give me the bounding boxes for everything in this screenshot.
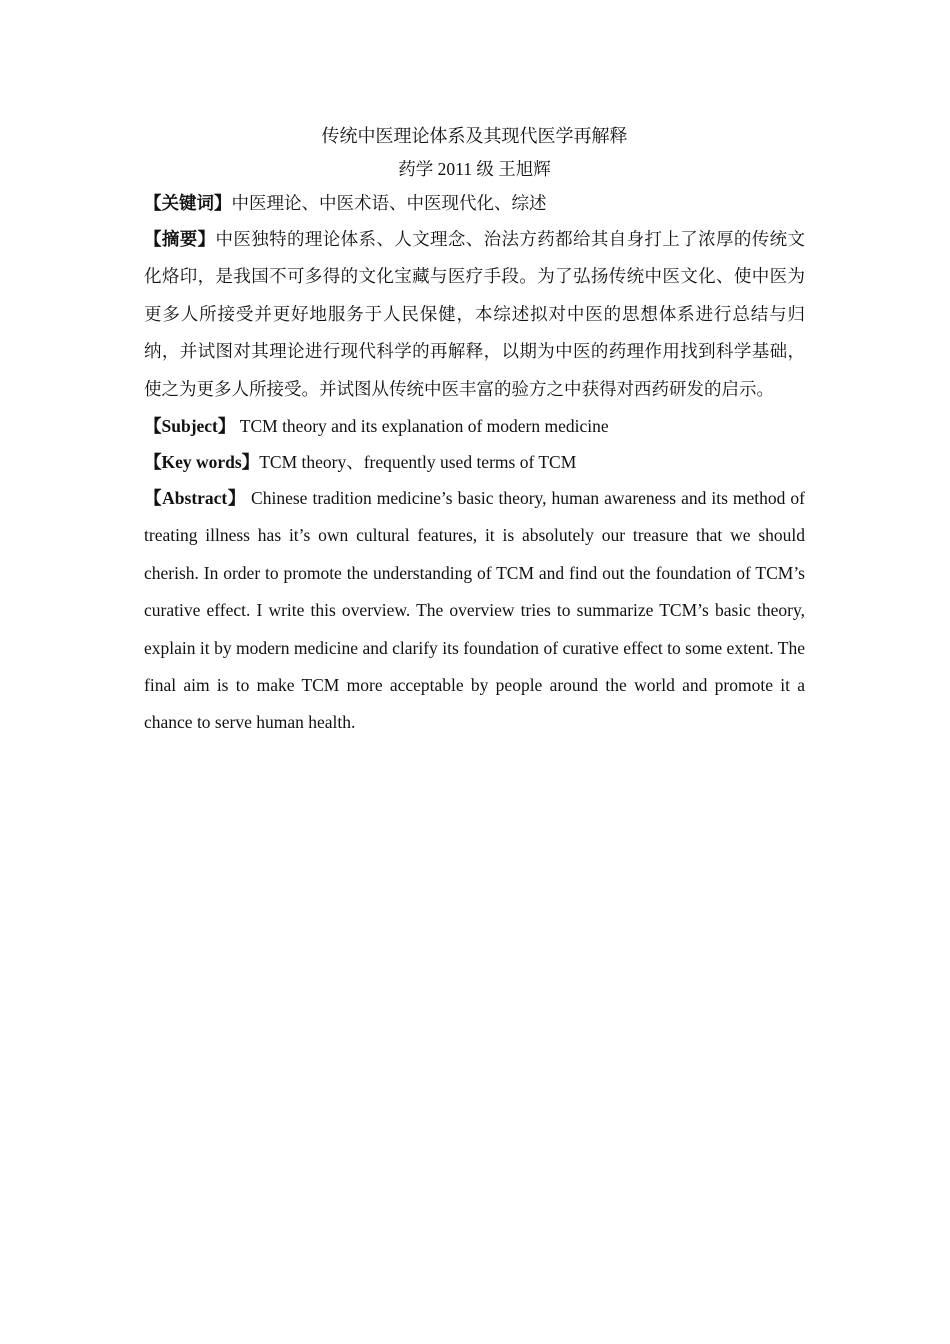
keywords-en [144, 444, 805, 480]
author-line: 药学 2011 级 王旭辉 [398, 159, 551, 179]
keywords-cn-label: 【关键词】 [144, 193, 232, 213]
abstract-en-label: 【Abstract】 [144, 488, 247, 509]
abstract-cn-label: 【摘要】 [144, 229, 216, 249]
document-body [144, 121, 805, 742]
keywords-en-text: TCM theory、frequently used terms of TCM [259, 452, 577, 473]
abstract-cn [144, 221, 805, 408]
keywords-en-label: 【Key words】 [144, 452, 260, 473]
document-title: 传统中医理论体系及其现代医学再解释 [321, 126, 628, 146]
abstract-cn-text: 中医独特的理论体系、人文理念、治法方药都给其自身打上了浓厚的传统文化烙印，是我国不可多得的文化宝藏与医疗手段。为了弘扬传统中医文化、使中医为更多人所接受并更好地服务于人民保健，本综述拟对中医的思想体系进行总结与归纳，并试图对其理论进行现代科学的再解释，以期为中医的药理作用找到科学基础，使之为更多人所接受。并试图从传统中医丰富的验方之中获得对西药研发的启示。 [144, 229, 805, 399]
abstract-en [144, 480, 805, 742]
subject-en-text: TCM theory and its explanation of modern medicine [235, 416, 609, 437]
keywords-cn-text: 中医理论、中医术语、中医现代化、综述 [231, 193, 547, 213]
abstract-en-text: Chinese tradition medicine’s basic theory, human awareness and its method of treating illness has it’s own cultural features, it is absolutely our treasure that we should cherish. In order to promote the understanding of TCM and find out the foundation of TCM’s curative effect. I write this overview. The overview tries to summarize TCM’s basic theory, explain it by modern medicine and clarify its foundation of curative effect to some extent. The final aim is to make TCM more acceptable by people around the world and promote it a chance to serve human health. [144, 488, 805, 733]
subject-en [144, 408, 805, 444]
subject-en-label: 【Subject】 [144, 416, 236, 437]
keywords-cn [144, 185, 805, 221]
